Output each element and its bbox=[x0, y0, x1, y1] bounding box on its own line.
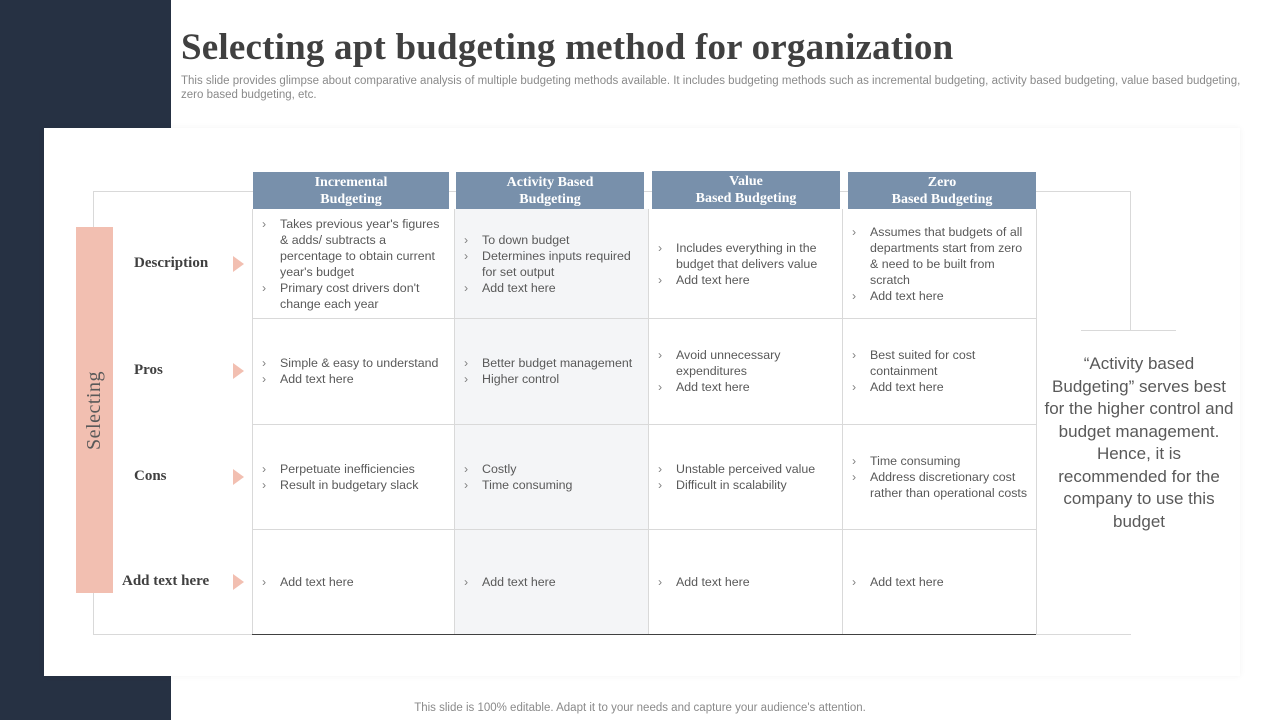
table-cell bbox=[842, 529, 1036, 634]
column-header-line: Activity Based bbox=[506, 175, 594, 190]
callout-line-1: “Activity based Budgeting” serves best for the higher control and budget management. bbox=[1044, 354, 1234, 441]
grid-line-vertical bbox=[1036, 209, 1037, 634]
bullet-item: › Higher control bbox=[464, 371, 632, 387]
row-label: Add text here bbox=[122, 572, 210, 589]
bullet-list bbox=[852, 224, 1028, 304]
row-label: Cons bbox=[134, 467, 167, 484]
row-label: Pros bbox=[134, 362, 163, 378]
bullet-item: › Perpetuate inefficiencies bbox=[262, 461, 418, 477]
table-cell bbox=[842, 318, 1036, 424]
bullet-item: › Avoid unnecessary expenditures bbox=[658, 347, 834, 379]
table-cell bbox=[648, 424, 842, 529]
column-header bbox=[848, 172, 1036, 209]
table-cell bbox=[252, 209, 454, 318]
row-label: Description bbox=[134, 254, 209, 271]
row-arrow-icon bbox=[233, 574, 244, 590]
bullet-item: › Includes everything in the budget that delivers value bbox=[658, 240, 834, 272]
bullet-item: › Difficult in scalability bbox=[658, 477, 815, 493]
frame-connector bbox=[1130, 191, 1131, 330]
bullet-list bbox=[262, 574, 354, 590]
bullet-list bbox=[852, 347, 1028, 395]
bullet-item: › Add text here bbox=[658, 272, 834, 288]
bullet-item: › Unstable perceived value bbox=[658, 461, 815, 477]
table-cell bbox=[252, 529, 454, 634]
bullet-item: › To down budget bbox=[464, 232, 640, 248]
table-cell bbox=[252, 424, 454, 529]
bullet-item: › Add text here bbox=[852, 574, 944, 590]
selecting-label: Selecting bbox=[83, 370, 105, 450]
bullet-item: › Add text here bbox=[852, 288, 1028, 304]
bullet-list bbox=[262, 461, 418, 493]
bullet-item: › Time consuming bbox=[852, 453, 1028, 469]
slide-subtitle: This slide provides glimpse about comparative analysis of multiple budgeting methods available. It includes budgeting methods such as incremental budgeting, activity based budgeting, value based budgeting, zero based budgeting, etc. bbox=[181, 75, 1241, 101]
grid-line-horizontal bbox=[252, 318, 1036, 319]
grid-line-horizontal bbox=[252, 529, 1036, 530]
column-header-line: Budgeting bbox=[320, 191, 382, 207]
bullet-list bbox=[464, 574, 556, 590]
slide-footer: This slide is 100% editable. Adapt it to your needs and capture your audience's attention. bbox=[414, 702, 866, 714]
bullet-list bbox=[658, 240, 834, 288]
column-header-line: Value bbox=[729, 174, 763, 189]
bullet-list bbox=[658, 574, 750, 590]
table-cell bbox=[454, 209, 648, 318]
column-header bbox=[456, 172, 644, 210]
bullet-list bbox=[852, 453, 1028, 501]
recommendation-callout bbox=[1043, 353, 1235, 533]
bullet-item: › Add text here bbox=[852, 379, 1028, 395]
bullet-list bbox=[464, 355, 632, 387]
bullet-list bbox=[852, 574, 944, 590]
table-cell bbox=[842, 424, 1036, 529]
bullet-list bbox=[464, 461, 572, 493]
table-cell bbox=[648, 529, 842, 634]
bullet-list bbox=[262, 355, 438, 387]
bullet-item: › Primary cost drivers don't change each year bbox=[262, 280, 446, 312]
bullet-item: › Simple & easy to understand bbox=[262, 355, 438, 371]
grid-line-horizontal bbox=[252, 424, 1036, 425]
bullet-item: › Takes previous year's figures & adds/ subtracts a percentage to obtain current year's budget bbox=[262, 216, 446, 280]
bullet-list bbox=[658, 347, 834, 395]
bullet-item: › Best suited for cost containment bbox=[852, 347, 1028, 379]
bullet-item: › Result in budgetary slack bbox=[262, 477, 418, 493]
column-header-line: Incremental bbox=[314, 174, 388, 190]
grid-line-vertical bbox=[842, 209, 843, 634]
grid-line-vertical bbox=[454, 209, 455, 634]
bullet-item: › Time consuming bbox=[464, 477, 572, 493]
table-cell bbox=[454, 529, 648, 634]
bullet-item: › Add text here bbox=[262, 371, 438, 387]
bullet-item: › Better budget management bbox=[464, 355, 632, 371]
bullet-item: › Add text here bbox=[658, 379, 834, 395]
bullet-item: › Assumes that budgets of all departments start from zero & need to be built from scratch bbox=[852, 224, 1028, 288]
bullet-item: › Add text here bbox=[464, 280, 640, 296]
table-bottom-rule bbox=[252, 634, 1036, 635]
bullet-item: › Add text here bbox=[658, 574, 750, 590]
bullet-item: › Costly bbox=[464, 461, 572, 477]
column-header-line: Zero bbox=[927, 174, 957, 190]
frame-connector-tick bbox=[1081, 330, 1176, 331]
column-header bbox=[253, 172, 449, 209]
row-arrow-icon bbox=[233, 363, 244, 379]
grid-line-vertical bbox=[648, 209, 649, 634]
table-cell bbox=[648, 209, 842, 318]
row-arrow-icon bbox=[233, 256, 244, 272]
bullet-item: › Address discretionary cost rather than operational costs bbox=[852, 469, 1028, 501]
selecting-bar bbox=[76, 227, 113, 593]
column-header-line: Budgeting bbox=[519, 192, 581, 207]
slide-title: Selecting apt budgeting method for organization bbox=[181, 27, 954, 68]
bullet-list bbox=[262, 216, 446, 312]
table-cell bbox=[252, 318, 454, 424]
callout-line-2: Hence, it is recommended for the company to use this budget bbox=[1058, 444, 1220, 531]
table-cell bbox=[842, 209, 1036, 318]
table-cell bbox=[648, 318, 842, 424]
column-header-line: Based Budgeting bbox=[695, 191, 797, 206]
bullet-item: › Determines inputs required for set output bbox=[464, 248, 640, 280]
row-arrow-icon bbox=[233, 469, 244, 485]
bullet-item: › Add text here bbox=[464, 574, 556, 590]
bullet-item: › Add text here bbox=[262, 574, 354, 590]
grid-line-vertical bbox=[252, 209, 253, 634]
bullet-list bbox=[658, 461, 815, 493]
column-header-line: Based Budgeting bbox=[891, 191, 993, 207]
column-header bbox=[652, 171, 840, 209]
table-cell bbox=[454, 424, 648, 529]
bullet-list bbox=[464, 232, 640, 296]
table-cell bbox=[454, 318, 648, 424]
